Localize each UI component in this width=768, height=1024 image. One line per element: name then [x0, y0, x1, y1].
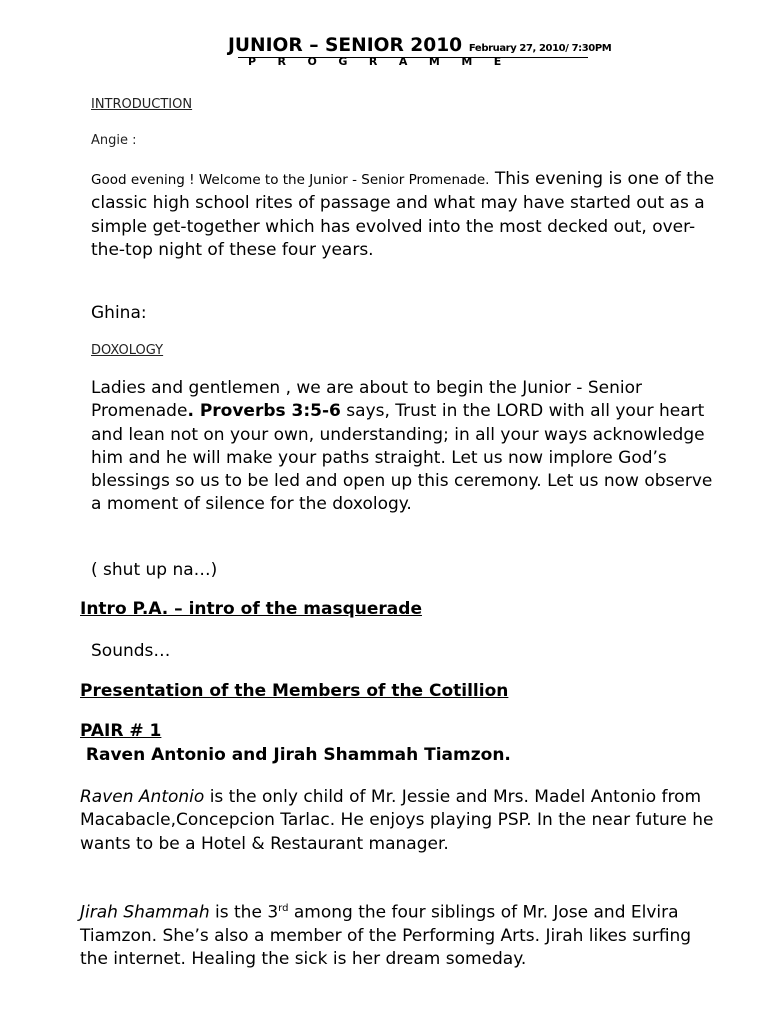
speaker-angie: Angie :	[91, 133, 137, 148]
cotillion-heading: Presentation of the Members of the Cotillion	[80, 681, 509, 701]
page-title: JUNIOR – SENIOR 2010	[228, 34, 463, 56]
doxology-label: DOXOLOGY	[91, 343, 164, 358]
jirah-text-b: among the four siblings of Mr. Jose and Elvira Tiamzon. She’s also a member of the Performing Arts. Jirah likes surfing the internet. Healing the sick is her dream someday.	[80, 902, 692, 970]
aside-note: ( shut up na…)	[91, 560, 218, 580]
doxology-text-b: says, Trust in the LORD with all your heart and lean not on your own, understanding; in all your ways acknowledge him and he will make your paths straight. Let us now implore God’s blessings so us to be led and open up this ceremony. Let us now observe a moment of silence for the doxology.	[91, 401, 713, 515]
raven-paragraph	[80, 786, 720, 856]
introduction-text: This evening is one of the classic high school rites of passage and what may have started out as a simple get-together which has evolved into the most decked out, over-the-top night of these four years.	[91, 169, 715, 260]
greeting-text: Good evening ! Welcome to the Junior - Senior Promenade.	[91, 172, 490, 188]
proverbs-reference: . Proverbs 3:5-6	[187, 401, 341, 422]
intro-pa-heading: Intro P.A. – intro of the masquerade	[80, 599, 422, 619]
introduction-label: INTRODUCTION	[91, 97, 193, 112]
jirah-name: Jirah Shammah	[80, 902, 210, 923]
pair-names: Raven Antonio and Jirah Shammah Tiamzon.	[80, 745, 511, 765]
speaker-ghina: Ghina:	[91, 303, 147, 323]
jirah-ordinal: rd	[278, 903, 289, 914]
event-date: February 27, 2010/ 7:30PM	[468, 43, 612, 54]
jirah-paragraph	[80, 897, 720, 972]
sounds-note: Sounds…	[91, 641, 171, 661]
pair-label: PAIR # 1	[80, 721, 162, 741]
raven-text: is the only child of Mr. Jessie and Mrs. Madel Antonio from Macabacle,Concepcion Tarlac. He enjoys playing PSP. In the near future he wants to be a Hotel & Restaurant manager.	[80, 787, 714, 854]
jirah-text-a: is the 3	[209, 902, 279, 923]
introduction-paragraph	[91, 168, 716, 262]
doxology-paragraph	[91, 377, 716, 517]
raven-name: Raven Antonio	[80, 787, 205, 807]
title-line	[228, 34, 611, 56]
programme-subtitle: PROGRAMME	[248, 55, 523, 68]
doxology-text-a: Ladies and gentlemen , we are about to begin the Junior - Senior Promenade	[91, 378, 642, 422]
